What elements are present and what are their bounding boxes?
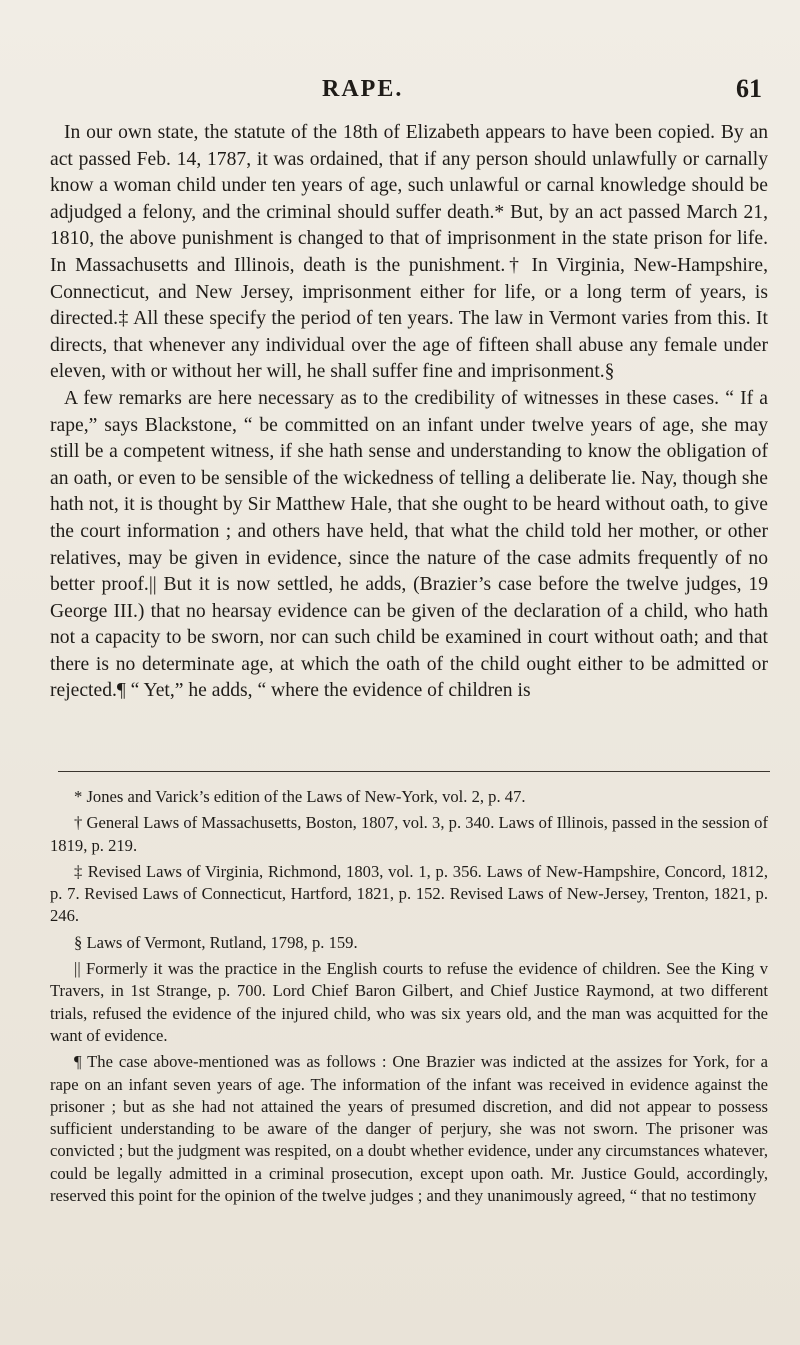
paragraph-2: A few remarks are here necessary as to the credibility of witnesses in these cases. “ If a rape,” says Blackstone, “ be committed on an infant under twelve years of age, she may still be a competent witness, if she hath sense and understanding to know the obligation of an oath, or even to be sensible of the wickedness of telling a deliberate lie. Nay, though she hath not, it is thought by Sir Matthew Hale, that she ought to be heard without oath, to give the court information ; and others have held, that what the child told her mother, or other relatives, may be given in evidence, since the nature of the case admits frequently of no better proof.|| But it is now settled, he adds, (Brazier’s case before the twelve judges, 19 George III.) that no hearsay evidence can be given of the declaration of a child, who hath not a capacity to be sworn, nor can such child be examined in court without oath; and that there is no determinate age, at which the oath of the child ought either to be admitted or rejected.¶ “ Yet,” he adds, “ where the evidence of children is xyxy=(50,387,768,702)
running-head: RAPE. xyxy=(322,76,404,102)
footnote-dagger: † General Laws of Massachusetts, Boston, 1807, vol. 3, p. 340. Laws of Illinois, passed in the session of 1819, p. 219. xyxy=(50,813,768,855)
footnote-double-dagger: ‡ Revised Laws of Virginia, Richmond, 1803, vol. 1, p. 356. Laws of New-Hampshire, Concord, 1812, p. 7. Revised Laws of Connecticut, Hartford, 1821, p. 152. Revised Laws of New-Jersey, Trenton, 1821, p. 246. xyxy=(50,861,768,926)
footnote-star: * Jones and Varick’s edition of the Laws of New-York, vol. 2, p. 47. xyxy=(74,787,526,806)
footnote-pilcrow: ¶ The case above-mentioned was as follows : One Brazier was indicted at the assizes for York, for a rape on an infant seven years of age. The information of the infant was received in evidence against the prisoner ; but as she had not attained the years of presumed discretion, and did not appear to possess sufficient understanding to be aware of the danger of perjury, she was not sworn. The prisoner was convicted ; but the judgment was respited, on a doubt whether evidence, under any circumstances whatever, could be legally admitted in a criminal prosecution, except upon oath. Mr. Justice Gould, accordingly, reserved this point for the opinion of the twelve judges ; and they unanimously agreed, “ that no testimony xyxy=(50,1052,768,1206)
footnote-section: § Laws of Vermont, Rutland, 1798, p. 159. xyxy=(74,932,358,952)
page-header xyxy=(60,76,762,112)
footnotes xyxy=(50,786,768,1207)
footnote-parallel: || Formerly it was the practice in the English courts to refuse the evidence of children. See the King v Travers, in 1st Strange, p. 700. Lord Chief Baron Gilbert, and Chief Justice Raymond, at two different trials, refused the evidence of the injured child, who was six years old, and the man was acquitted for the want of evidence. xyxy=(50,959,768,1045)
page-number: 61 xyxy=(736,74,762,103)
footnote-divider xyxy=(58,771,770,772)
paragraph-1: In our own state, the statute of the 18th of Elizabeth appears to have been copied. By an act passed Feb. 14, 1787, it was ordained, that if any person should unlawfully or carnally know a woman child under ten years of age, such unlawful or carnal knowledge should be adjudged a felony, and the criminal should suffer death.* But, by an act passed March 21, 1810, the above punishment is changed to that of imprisonment in the state prison for life. In Massachusetts and Illinois, death is the punishment.† In Virginia, New-Hampshire, Connecticut, and New Jersey, imprisonment either for life, or a long term of years, is directed.‡ All these specify the period of ten years. The law in Vermont varies from this. It directs, that whenever any individual over the age of fifteen shall abuse any female under eleven, with or without her will, he shall suffer fine and imprisonment.§ xyxy=(50,122,768,383)
main-text xyxy=(50,120,768,705)
